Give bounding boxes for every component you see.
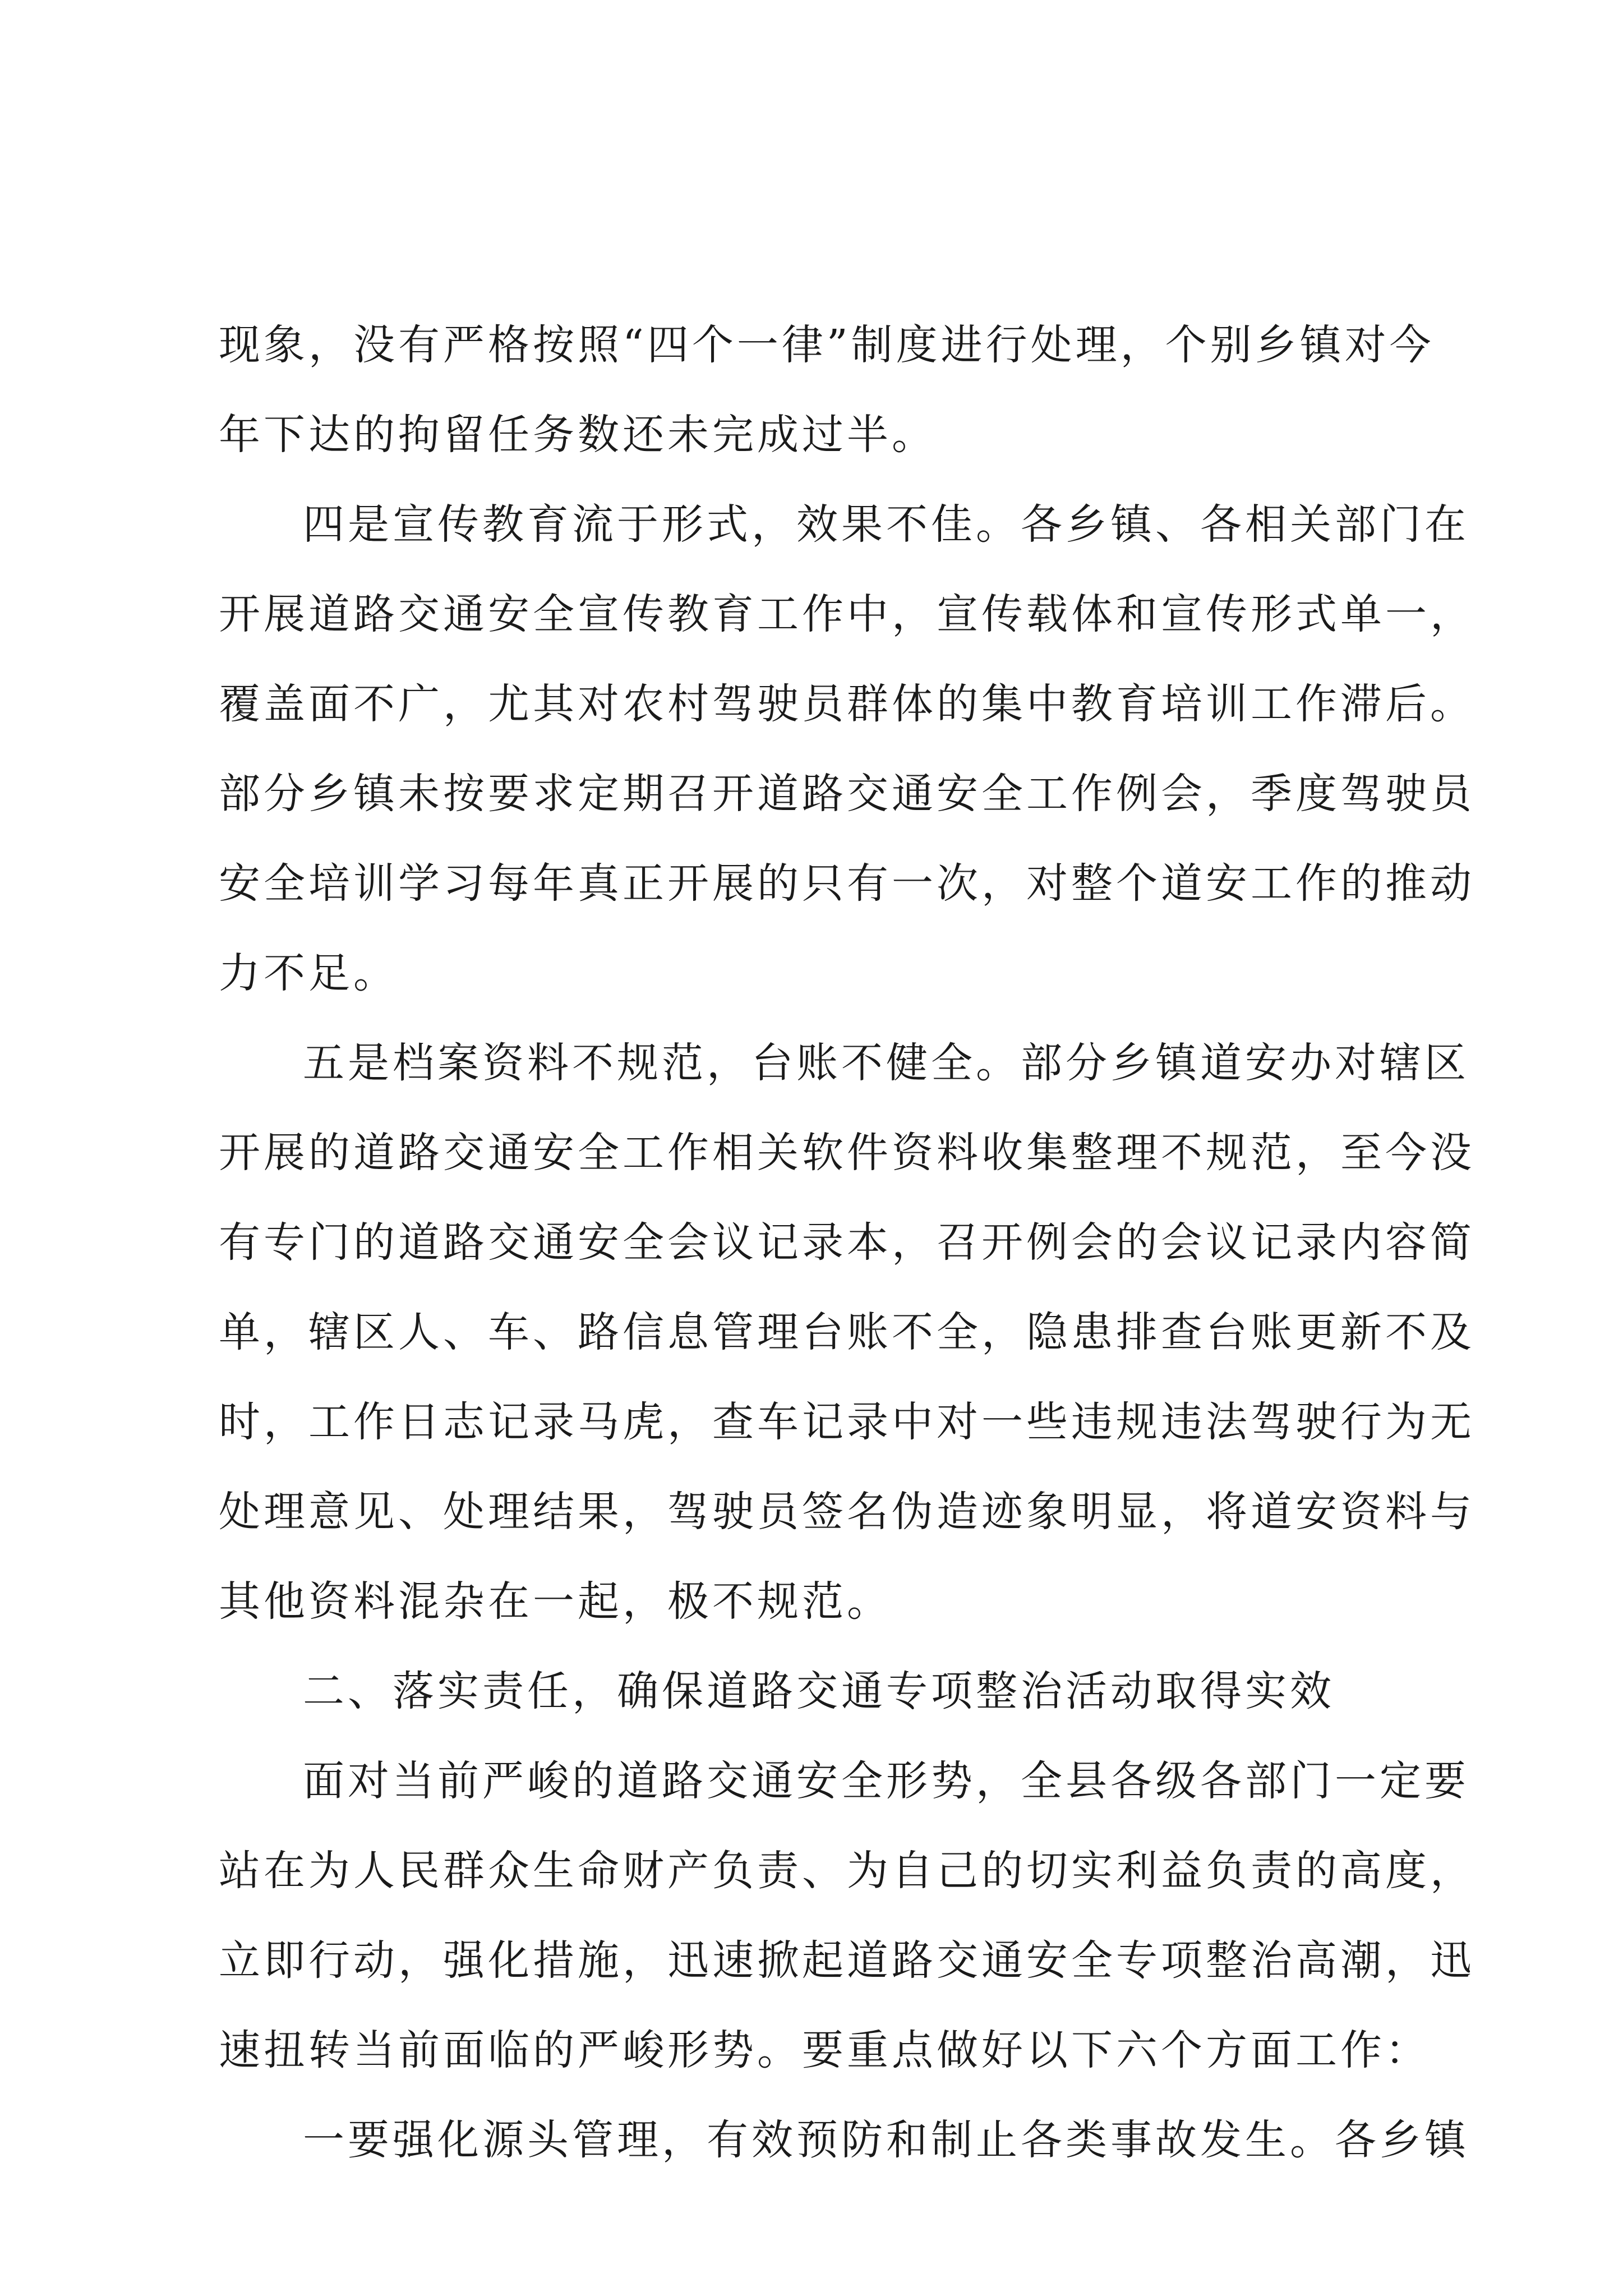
text-line: 立即行动，强化措施，迅速掀起道路交通安全专项整治高潮，迅 (219, 1936, 1475, 1985)
text-line: 时，工作日志记录马虎，查车记录中对一些违规违法驾驶行为无 (219, 1398, 1475, 1446)
text-line: 站在为人民群众生命财产负责、为自己的切实利益负责的高度， (219, 1847, 1475, 1895)
text-line: 覆盖面不广，尤其对农村驾驶员群体的集中教育培训工作滞后。 (219, 680, 1475, 728)
text-line: 速扭转当前面临的严峻形势。要重点做好以下六个方面工作： (219, 2026, 1430, 2074)
text-line: 单，辖区人、车、路信息管理台账不全，隐患排查台账更新不及 (219, 1308, 1475, 1356)
text-line: 力不足。 (219, 949, 398, 997)
paragraph-start-line: 五是档案资料不规范，台账不健全。部分乡镇道安办对辖区 (303, 1039, 1469, 1087)
paragraph-start-line: 面对当前严峻的道路交通安全形势，全县各级各部门一定要 (303, 1757, 1469, 1805)
text-line: 其他资料混杂在一起，极不规范。 (219, 1577, 892, 1626)
text-line: 部分乡镇未按要求定期召开道路交通安全工作例会，季度驾驶员 (219, 770, 1475, 818)
text-line: 开展的道路交通安全工作相关软件资料收集整理不规范，至今没 (219, 1129, 1475, 1177)
text-line: 处理意见、处理结果，驾驶员签名伪造迹象明显，将道安资料与 (219, 1488, 1475, 1536)
text-line: 年下达的拘留任务数还未完成过半。 (219, 411, 937, 459)
paragraph-start-line: 四是宣传教育流于形式，效果不佳。各乡镇、各相关部门在 (303, 500, 1469, 549)
paragraph-start-line: 一要强化源头管理，有效预防和制止各类事故发生。各乡镇 (303, 2116, 1469, 2164)
section-heading: 二、落实责任，确保道路交通专项整治活动取得实效 (303, 1667, 1335, 1715)
text-line: 开展道路交通安全宣传教育工作中，宣传载体和宣传形式单一， (219, 590, 1475, 638)
text-line: 有专门的道路交通安全会议记录本，召开例会的会议记录内容简 (219, 1218, 1475, 1267)
text-line: 安全培训学习每年真正开展的只有一次，对整个道安工作的推动 (219, 859, 1475, 908)
text-line: 现象，没有严格按照“四个一律”制度进行处理，个别乡镇对今 (219, 321, 1435, 369)
